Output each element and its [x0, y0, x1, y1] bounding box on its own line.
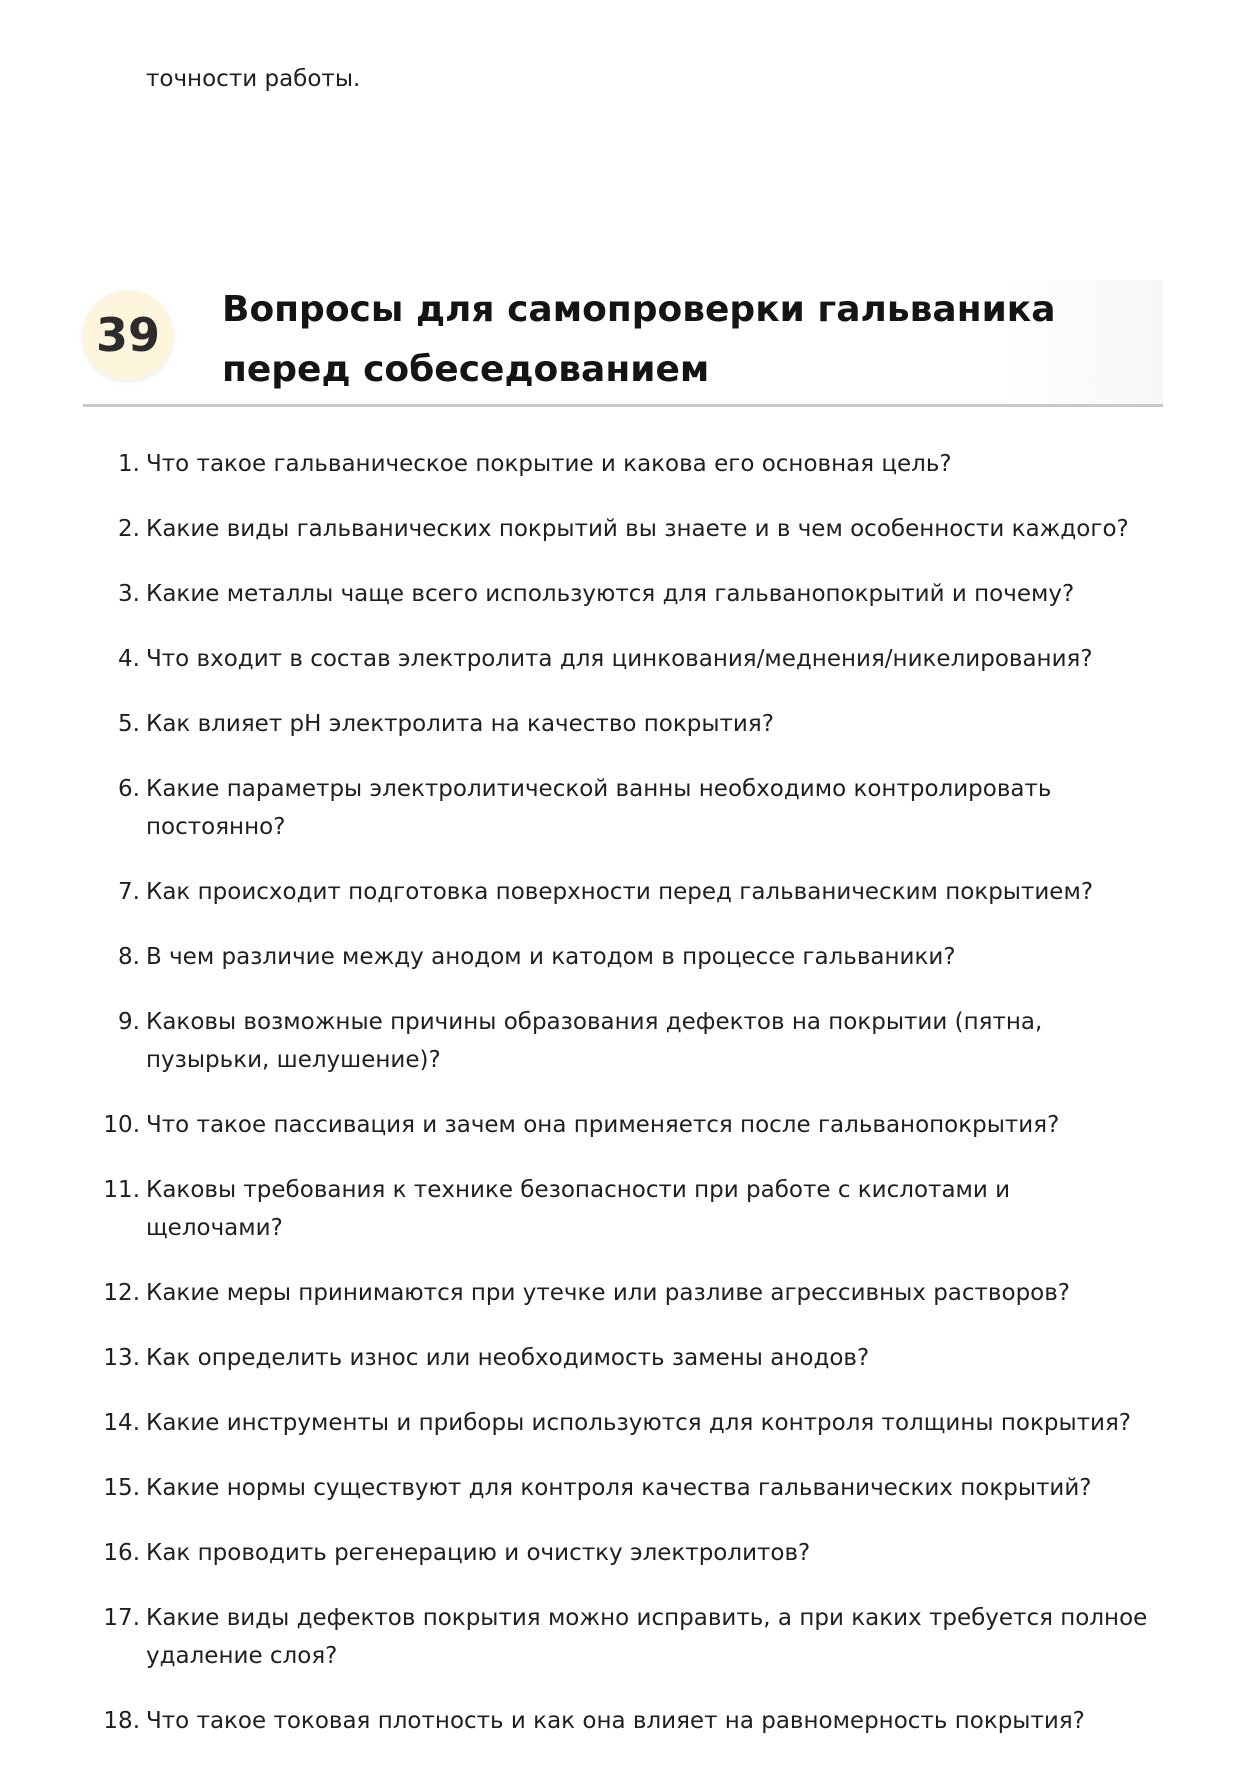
question-text: Какие виды гальванических покрытий вы знаете и в чем особенности каждого?	[146, 516, 1129, 542]
question-number: 2.	[118, 516, 140, 542]
question-text: Какие параметры электролитической ванны необходимо контролировать постоянно?	[146, 776, 1052, 840]
question-text: Как определить износ или необходимость замены анодов?	[146, 1345, 870, 1371]
question-item	[0, 1274, 1239, 1312]
question-item	[0, 1599, 1239, 1675]
question-item	[0, 575, 1239, 613]
question-item	[0, 705, 1239, 743]
question-number: 1.	[118, 451, 140, 477]
section-title: Вопросы для самопроверки гальваника перед собеседованием	[222, 289, 1056, 390]
question-text: Какие нормы существуют для контроля качества гальванических покрытий?	[146, 1475, 1092, 1501]
question-number: 14.	[103, 1410, 140, 1436]
question-number: 16.	[103, 1540, 140, 1566]
question-number: 18.	[103, 1708, 140, 1734]
question-text: Как проводить регенерацию и очистку электролитов?	[146, 1540, 811, 1566]
question-item	[0, 445, 1239, 483]
question-number: 7.	[118, 879, 140, 905]
question-item	[0, 1404, 1239, 1442]
question-text: Как влияет pH электролита на качество покрытия?	[146, 711, 774, 737]
question-number: 4.	[118, 646, 140, 672]
question-text: Что такое пассивация и зачем она применяется после гальванопокрытия?	[146, 1112, 1060, 1138]
question-item	[0, 873, 1239, 911]
question-item	[0, 510, 1239, 548]
question-text: Что входит в состав электролита для цинкования/меднения/никелирования?	[146, 646, 1093, 672]
question-text: Какие инструменты и приборы используются для контроля толщины покрытия?	[146, 1410, 1132, 1436]
question-text: Какие металлы чаще всего используются для гальванопокрытий и почему?	[146, 581, 1075, 607]
question-number: 8.	[118, 944, 140, 970]
question-text: Каковы возможные причины образования дефектов на покрытии (пятна, пузырьки, шелушение)?	[146, 1009, 1043, 1073]
question-number: 6.	[118, 776, 140, 802]
question-item	[0, 1469, 1239, 1507]
question-text: Каковы требования к технике безопасности при работе с кислотами и щелочами?	[146, 1177, 1011, 1241]
question-number: 17.	[103, 1605, 140, 1631]
question-number: 9.	[118, 1009, 140, 1035]
question-number: 15.	[103, 1475, 140, 1501]
question-text: Что такое гальваническое покрытие и какова его основная цель?	[146, 451, 952, 477]
question-text: Как происходит подготовка поверхности перед гальваническим покрытием?	[146, 879, 1094, 905]
question-item	[0, 1702, 1239, 1740]
question-number: 13.	[103, 1345, 140, 1371]
question-number: 10.	[103, 1112, 140, 1138]
question-item	[0, 640, 1239, 678]
question-item	[0, 770, 1239, 846]
question-text: Какие меры принимаются при утечке или разливе агрессивных растворов?	[146, 1280, 1070, 1306]
question-item	[0, 1534, 1239, 1572]
question-item	[0, 938, 1239, 976]
question-number: 11.	[103, 1177, 140, 1203]
question-text: В чем различие между анодом и катодом в процессе гальваники?	[146, 944, 956, 970]
lead-paragraph: точности работы.	[146, 66, 361, 92]
question-item	[0, 1339, 1239, 1377]
question-text: Какие виды дефектов покрытия можно исправить, а при каких требуется полное удаление слоя?	[146, 1605, 1148, 1669]
question-number: 5.	[118, 711, 140, 737]
question-number: 12.	[103, 1280, 140, 1306]
section-number-badge: 39	[83, 290, 173, 380]
section-header	[83, 280, 1163, 407]
question-number: 3.	[118, 581, 140, 607]
question-text: Что такое токовая плотность и как она влияет на равномерность покрытия?	[146, 1708, 1085, 1734]
question-list	[0, 445, 1239, 1767]
question-item	[0, 1003, 1239, 1079]
question-item	[0, 1171, 1239, 1247]
question-item	[0, 1106, 1239, 1144]
